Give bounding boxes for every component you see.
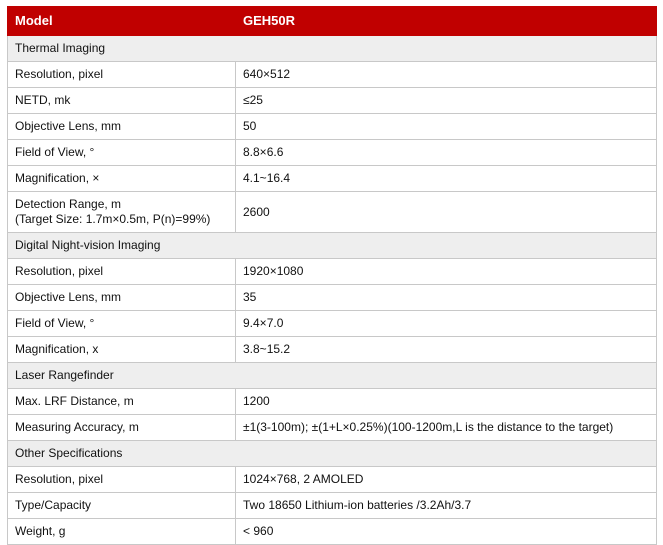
row-value: 4.1~16.4: [236, 166, 657, 192]
table-row: [8, 519, 657, 545]
row-label: Magnification, ×: [8, 166, 236, 192]
header-value-cell: GEH50R: [236, 7, 657, 36]
row-value: Two 18650 Lithium-ion batteries /3.2Ah/3.7: [236, 493, 657, 519]
table-header-row: [8, 7, 657, 36]
table-row: [8, 166, 657, 192]
table-row: [8, 337, 657, 363]
table-row: [8, 467, 657, 493]
row-value: 1920×1080: [236, 259, 657, 285]
section-header-row: [8, 441, 657, 467]
row-label: NETD, mk: [8, 88, 236, 114]
row-value: 35: [236, 285, 657, 311]
row-label: Max. LRF Distance, m: [8, 389, 236, 415]
table-row: [8, 114, 657, 140]
row-label: Resolution, pixel: [8, 467, 236, 493]
section-header-row: [8, 363, 657, 389]
row-label-line2: (Target Size: 1.7m×0.5m, P(n)=99%): [15, 212, 211, 227]
row-value: ±1(3-100m); ±(1+L×0.25%)(100-1200m,L is the distance to the target): [236, 415, 657, 441]
row-value: 1200: [236, 389, 657, 415]
table-row: [8, 389, 657, 415]
section-header-row: [8, 233, 657, 259]
row-value: 50: [236, 114, 657, 140]
row-value: 1024×768, 2 AMOLED: [236, 467, 657, 493]
row-label: Weight, g: [8, 519, 236, 545]
table-row: [8, 62, 657, 88]
table-row: [8, 140, 657, 166]
section-title: Thermal Imaging: [8, 36, 657, 62]
row-value: 3.8~15.2: [236, 337, 657, 363]
row-label: Field of View, °: [8, 311, 236, 337]
row-label: Objective Lens, mm: [8, 285, 236, 311]
specifications-table: [7, 6, 657, 545]
section-title: Laser Rangefinder: [8, 363, 657, 389]
row-label: Field of View, °: [8, 140, 236, 166]
table-row: [8, 311, 657, 337]
table-row: [8, 192, 657, 233]
table-row: [8, 259, 657, 285]
row-value: 8.8×6.6: [236, 140, 657, 166]
row-label: Resolution, pixel: [8, 62, 236, 88]
row-value: 2600: [236, 192, 657, 233]
row-value: ≤25: [236, 88, 657, 114]
row-value: 640×512: [236, 62, 657, 88]
row-label: Resolution, pixel: [8, 259, 236, 285]
row-value: 9.4×7.0: [236, 311, 657, 337]
row-label: Measuring Accuracy, m: [8, 415, 236, 441]
header-label-cell: Model: [8, 7, 236, 36]
table-row: [8, 415, 657, 441]
row-label: Type/Capacity: [8, 493, 236, 519]
section-title: Other Specifications: [8, 441, 657, 467]
section-title: Digital Night-vision Imaging: [8, 233, 657, 259]
row-label: Magnification, x: [8, 337, 236, 363]
row-value: < 960: [236, 519, 657, 545]
table-row: [8, 285, 657, 311]
table-row: [8, 88, 657, 114]
section-header-row: [8, 36, 657, 62]
table-row: [8, 493, 657, 519]
row-label-line1: Detection Range, m: [15, 197, 122, 212]
row-label: [8, 192, 236, 233]
row-label: Objective Lens, mm: [8, 114, 236, 140]
